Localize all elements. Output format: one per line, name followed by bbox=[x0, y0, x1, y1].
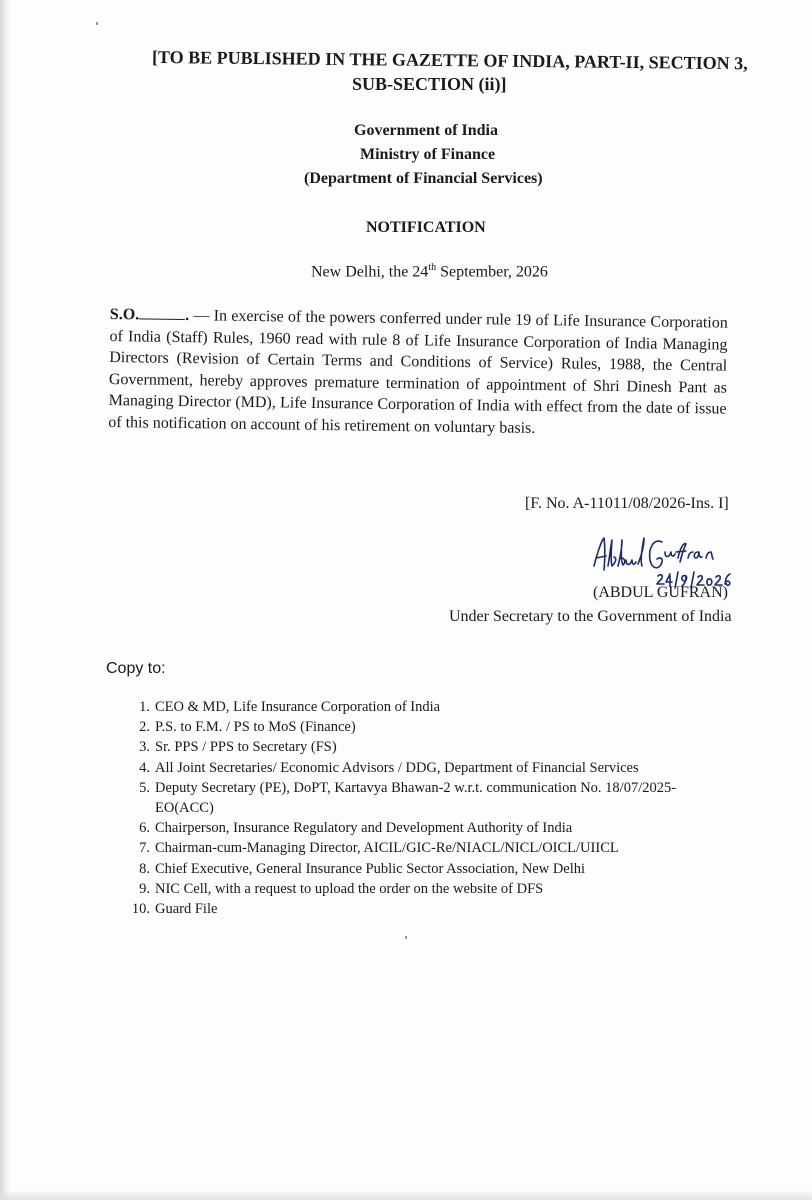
date-superscript: th bbox=[428, 262, 437, 273]
notification-body bbox=[108, 304, 728, 442]
scan-speck bbox=[96, 22, 98, 25]
list-item-number: 9. bbox=[139, 880, 150, 897]
list-item-number: 6. bbox=[139, 820, 150, 837]
list-item bbox=[128, 899, 728, 919]
scan-speck bbox=[405, 936, 407, 939]
list-item-text: Sr. PPS / PPS to Secretary (FS) bbox=[155, 739, 337, 756]
list-item-text: Chairperson, Insurance Regulatory and Development Authority of India bbox=[155, 820, 573, 837]
list-item bbox=[128, 758, 728, 778]
notification-date bbox=[311, 262, 548, 281]
copy-to-list bbox=[128, 697, 728, 919]
so-number-blank bbox=[139, 304, 185, 320]
page-bottom-shadow bbox=[0, 1190, 812, 1200]
so-label: S.O. bbox=[109, 305, 140, 324]
so-dot: . bbox=[185, 307, 190, 325]
list-item-text: Chairman-cum-Managing Director, AICIL/GIC-Re/NIACL/NICL/OICL/UIICL bbox=[155, 840, 619, 857]
list-item-number: 5. bbox=[139, 779, 150, 796]
list-item-number: 4. bbox=[139, 759, 150, 776]
date-prefix: New Delhi, the 24 bbox=[311, 263, 429, 281]
file-number: [F. No. A-11011/08/2026-Ins. I] bbox=[525, 495, 729, 512]
list-item-number: 2. bbox=[139, 719, 150, 736]
ministry-heading: Ministry of Finance bbox=[360, 146, 496, 163]
department-heading: (Department of Financial Services) bbox=[304, 170, 543, 187]
list-item-number: 8. bbox=[139, 860, 150, 877]
list-item-text: P.S. to F.M. / PS to MoS (Finance) bbox=[155, 719, 356, 736]
list-item-text: All Joint Secretaries/ Economic Advisors / DDG, Department of Financial Services bbox=[155, 759, 639, 776]
list-item-text: Guard File bbox=[155, 901, 218, 918]
list-item bbox=[128, 859, 728, 879]
gazette-header-line1: [TO BE PUBLISHED IN THE GAZETTE OF INDIA, PART-II, SECTION 3, bbox=[151, 47, 748, 74]
list-item-number: 3. bbox=[139, 739, 150, 756]
list-item bbox=[128, 879, 728, 899]
signature-image bbox=[590, 530, 740, 590]
list-item bbox=[128, 697, 728, 717]
list-item-number: 7. bbox=[139, 840, 150, 857]
government-heading: Government of India bbox=[354, 122, 498, 139]
list-item-text: NIC Cell, with a request to upload the order on the website of DFS bbox=[155, 880, 544, 897]
body-text: — In exercise of the powers conferred under rule 19 of Life Insurance Corporation of India (Staff) Rules, 1960 read with rule 8 of Life Insurance Corporation of India Managing Directors (Revision of Certain Terms and Conditions of Service) Rules, 1988, the Central Government, hereby approves premature termination of appointment of Shri Dinesh Pant as Managing Director (MD), Life Insurance Corporation of India with effect from the date of issue of this notification on account of his retirement on voluntary basis. bbox=[108, 307, 728, 437]
gazette-header-line2: SUB-SECTION (ii)] bbox=[352, 74, 507, 94]
page-edge-shadow bbox=[0, 0, 10, 1200]
list-item bbox=[128, 717, 728, 737]
list-item bbox=[128, 818, 728, 838]
list-item-number: 10. bbox=[131, 901, 150, 918]
list-item bbox=[128, 737, 728, 757]
list-item bbox=[128, 778, 728, 818]
copy-to-heading: Copy to: bbox=[106, 660, 166, 677]
list-item-text: Chief Executive, General Insurance Public Sector Association, New Delhi bbox=[155, 860, 586, 877]
signatory-designation: Under Secretary to the Government of India bbox=[449, 608, 732, 625]
list-item-text: Deputy Secretary (PE), DoPT, Kartavya Bhawan-2 w.r.t. communication No. 18/07/2025-EO(ACC) bbox=[155, 779, 677, 817]
notification-title: NOTIFICATION bbox=[366, 219, 486, 236]
date-suffix: September, 2026 bbox=[436, 263, 548, 281]
list-item-number: 1. bbox=[139, 699, 150, 715]
list-item-text: CEO & MD, Life Insurance Corporation of India bbox=[155, 699, 441, 715]
list-item bbox=[128, 838, 728, 858]
signatory-name: (ABDUL GUFRAN) bbox=[593, 584, 728, 601]
